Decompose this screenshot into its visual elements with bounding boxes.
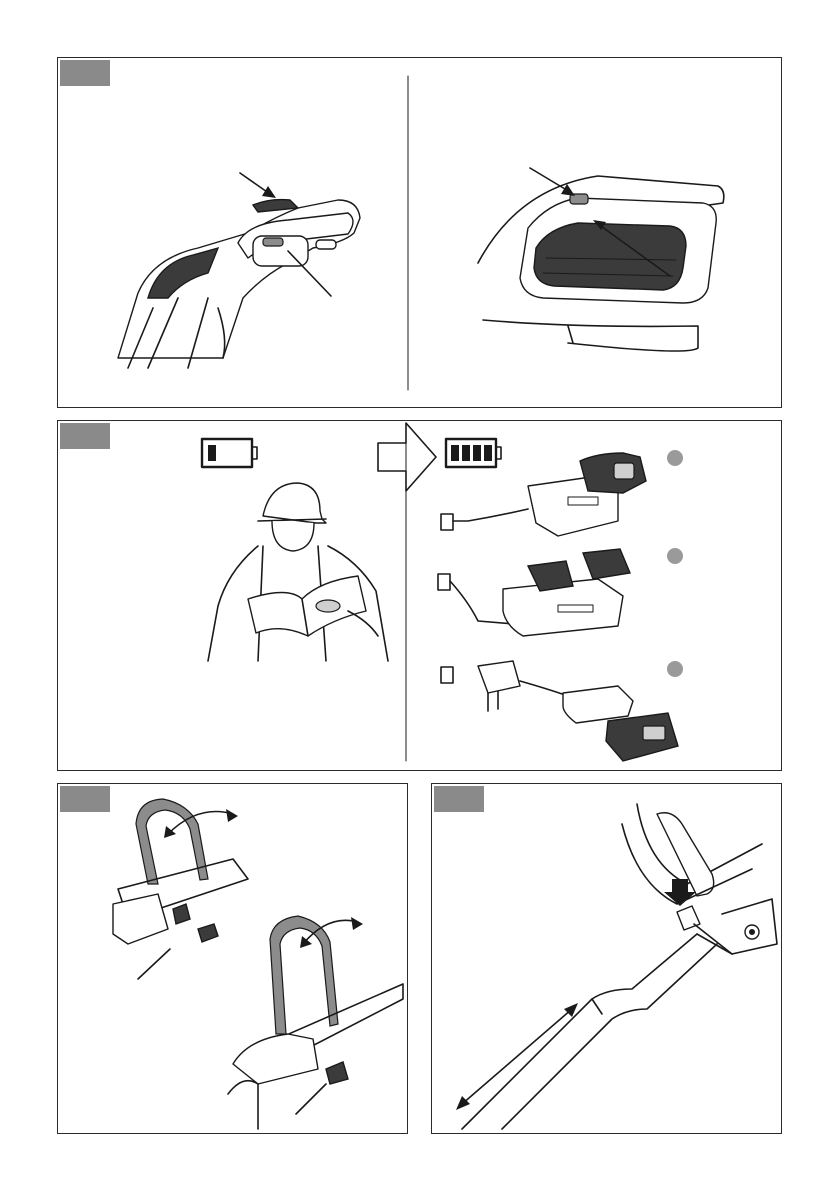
battery-low-icon — [202, 439, 257, 467]
extend-arrow-icon — [462, 1009, 572, 1104]
length-adjust-illustration — [432, 784, 783, 1135]
panel-length-adjust — [431, 783, 782, 1134]
trigger-part — [263, 238, 283, 246]
handle-left-view — [118, 173, 360, 368]
transition-arrow — [378, 423, 436, 491]
panel-handle-adjust — [57, 783, 408, 1134]
person-reading-manual-icon — [208, 483, 388, 661]
charger-option-3 — [441, 661, 683, 761]
handle-switch-illustration — [58, 58, 783, 409]
panel-handle-switch — [57, 57, 782, 408]
charger-option-2 — [438, 548, 683, 636]
handle-adjust-illustration — [58, 784, 409, 1135]
loop-handle-top — [113, 799, 248, 979]
loop-handle-bottom — [228, 916, 403, 1129]
charging-illustration — [58, 421, 783, 772]
panel-battery-charging — [57, 420, 782, 771]
battery-full-icon — [446, 439, 501, 467]
telescopic-shaft — [456, 804, 777, 1129]
handle-right-view — [478, 168, 724, 351]
charger-option-1 — [441, 450, 683, 536]
